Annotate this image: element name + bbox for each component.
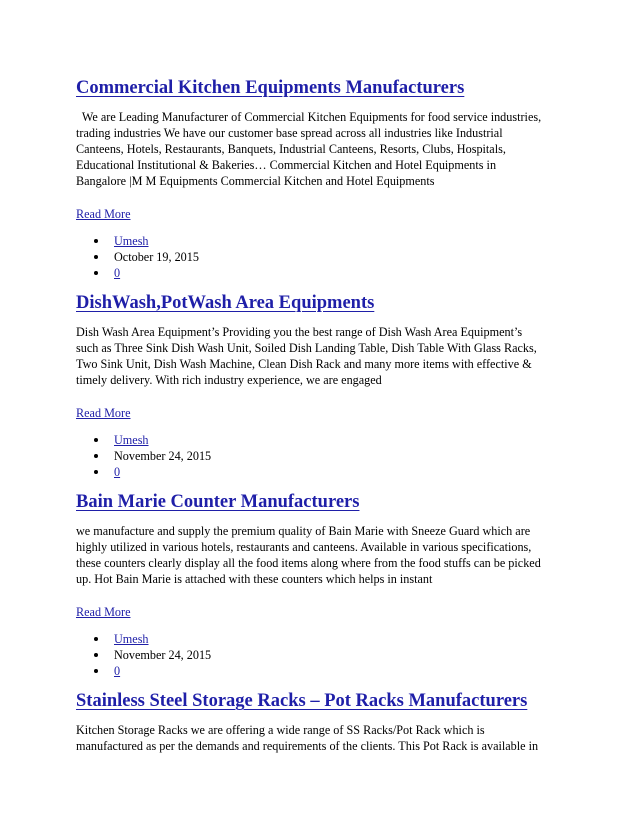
post-date: November 24, 2015 (114, 449, 212, 463)
excerpt-line: Bangalore |M M Equipments Commercial Kitchen and Hotel Equipments (76, 174, 435, 188)
post-bain-marie (76, 491, 566, 679)
excerpt-line: up. Hot Bain Marie is attached with these counters which helps in instant (76, 572, 433, 586)
excerpt-line: manufactured as per the demands and requirements of the clients. This Pot Rack is available in (76, 739, 539, 753)
post-excerpt (76, 109, 566, 189)
post-excerpt (76, 523, 566, 587)
read-more-link[interactable]: Read More (76, 207, 131, 221)
bullet-icon (94, 438, 98, 442)
bullet-icon (94, 454, 98, 458)
bullet-icon (94, 653, 98, 657)
bullet-icon (94, 239, 98, 243)
post-meta (76, 432, 566, 480)
post-storage-racks (76, 690, 566, 754)
excerpt-line: we manufacture and supply the premium quality of Bain Marie with Sneeze Guard which are (76, 524, 531, 538)
bullet-icon (94, 271, 98, 275)
document-page (76, 70, 566, 754)
excerpt-line: Canteens, Hotels, Restaurants, Banquets, Industrial Canteens, Resorts, Clubs, Hospitals, (76, 142, 506, 156)
meta-author (76, 631, 566, 647)
bullet-icon (94, 470, 98, 474)
bullet-icon (94, 669, 98, 673)
post-meta (76, 233, 566, 281)
post-excerpt (76, 324, 566, 388)
post-meta (76, 631, 566, 679)
excerpt-line: highly utilized in various hotels, restaurants and canteens. Available in various specifications, (76, 540, 532, 554)
meta-date (76, 249, 566, 265)
meta-date (76, 448, 566, 464)
excerpt-line: these counters clearly display all the food items along where from the food stuffs can be picked (76, 556, 541, 570)
post-title[interactable]: Bain Marie Counter Manufacturers (76, 492, 360, 512)
excerpt-line: such as Three Sink Dish Wash Unit, Soiled Dish Landing Table, Dish Table With Glass Racks, (76, 341, 537, 355)
excerpt-line: We are Leading Manufacturer of Commercial Kitchen Equipments for food service industries, (76, 110, 542, 124)
meta-comments (76, 265, 566, 281)
excerpt-line: timely delivery. With rich industry experience, we are engaged (76, 373, 382, 387)
comments-link[interactable]: 0 (114, 664, 121, 678)
read-more-link[interactable]: Read More (76, 406, 131, 420)
post-excerpt (76, 722, 566, 754)
bullet-icon (94, 637, 98, 641)
meta-author (76, 233, 566, 249)
excerpt-line: Educational Institutional & Bakeries… Commercial Kitchen and Hotel Equipments in (76, 158, 497, 172)
meta-comments (76, 464, 566, 480)
post-title[interactable]: Stainless Steel Storage Racks – Pot Racks Manufacturers (76, 691, 528, 711)
meta-date (76, 647, 566, 663)
post-title[interactable]: Commercial Kitchen Equipments Manufacturers (76, 78, 465, 98)
excerpt-line: Two Sink Unit, Dish Wash Machine, Clean Dish Rack and many more items with effective & (76, 357, 532, 371)
post-dishwash (76, 292, 566, 480)
bullet-icon (94, 255, 98, 259)
read-more-link[interactable]: Read More (76, 605, 131, 619)
excerpt-line: trading industries We have our customer base spread across all industries like Industrial (76, 126, 503, 140)
meta-author (76, 432, 566, 448)
post-title[interactable]: DishWash,PotWash Area Equipments (76, 293, 375, 313)
author-link[interactable]: Umesh (114, 632, 149, 646)
excerpt-line: Kitchen Storage Racks we are offering a wide range of SS Racks/Pot Rack which is (76, 723, 485, 737)
meta-comments (76, 663, 566, 679)
author-link[interactable]: Umesh (114, 433, 149, 447)
post-date: October 19, 2015 (114, 250, 199, 264)
post-commercial-kitchen (76, 77, 566, 281)
comments-link[interactable]: 0 (114, 465, 121, 479)
post-date: November 24, 2015 (114, 648, 212, 662)
comments-link[interactable]: 0 (114, 266, 121, 280)
excerpt-line: Dish Wash Area Equipment’s Providing you the best range of Dish Wash Area Equipment’s (76, 325, 523, 339)
author-link[interactable]: Umesh (114, 234, 149, 248)
